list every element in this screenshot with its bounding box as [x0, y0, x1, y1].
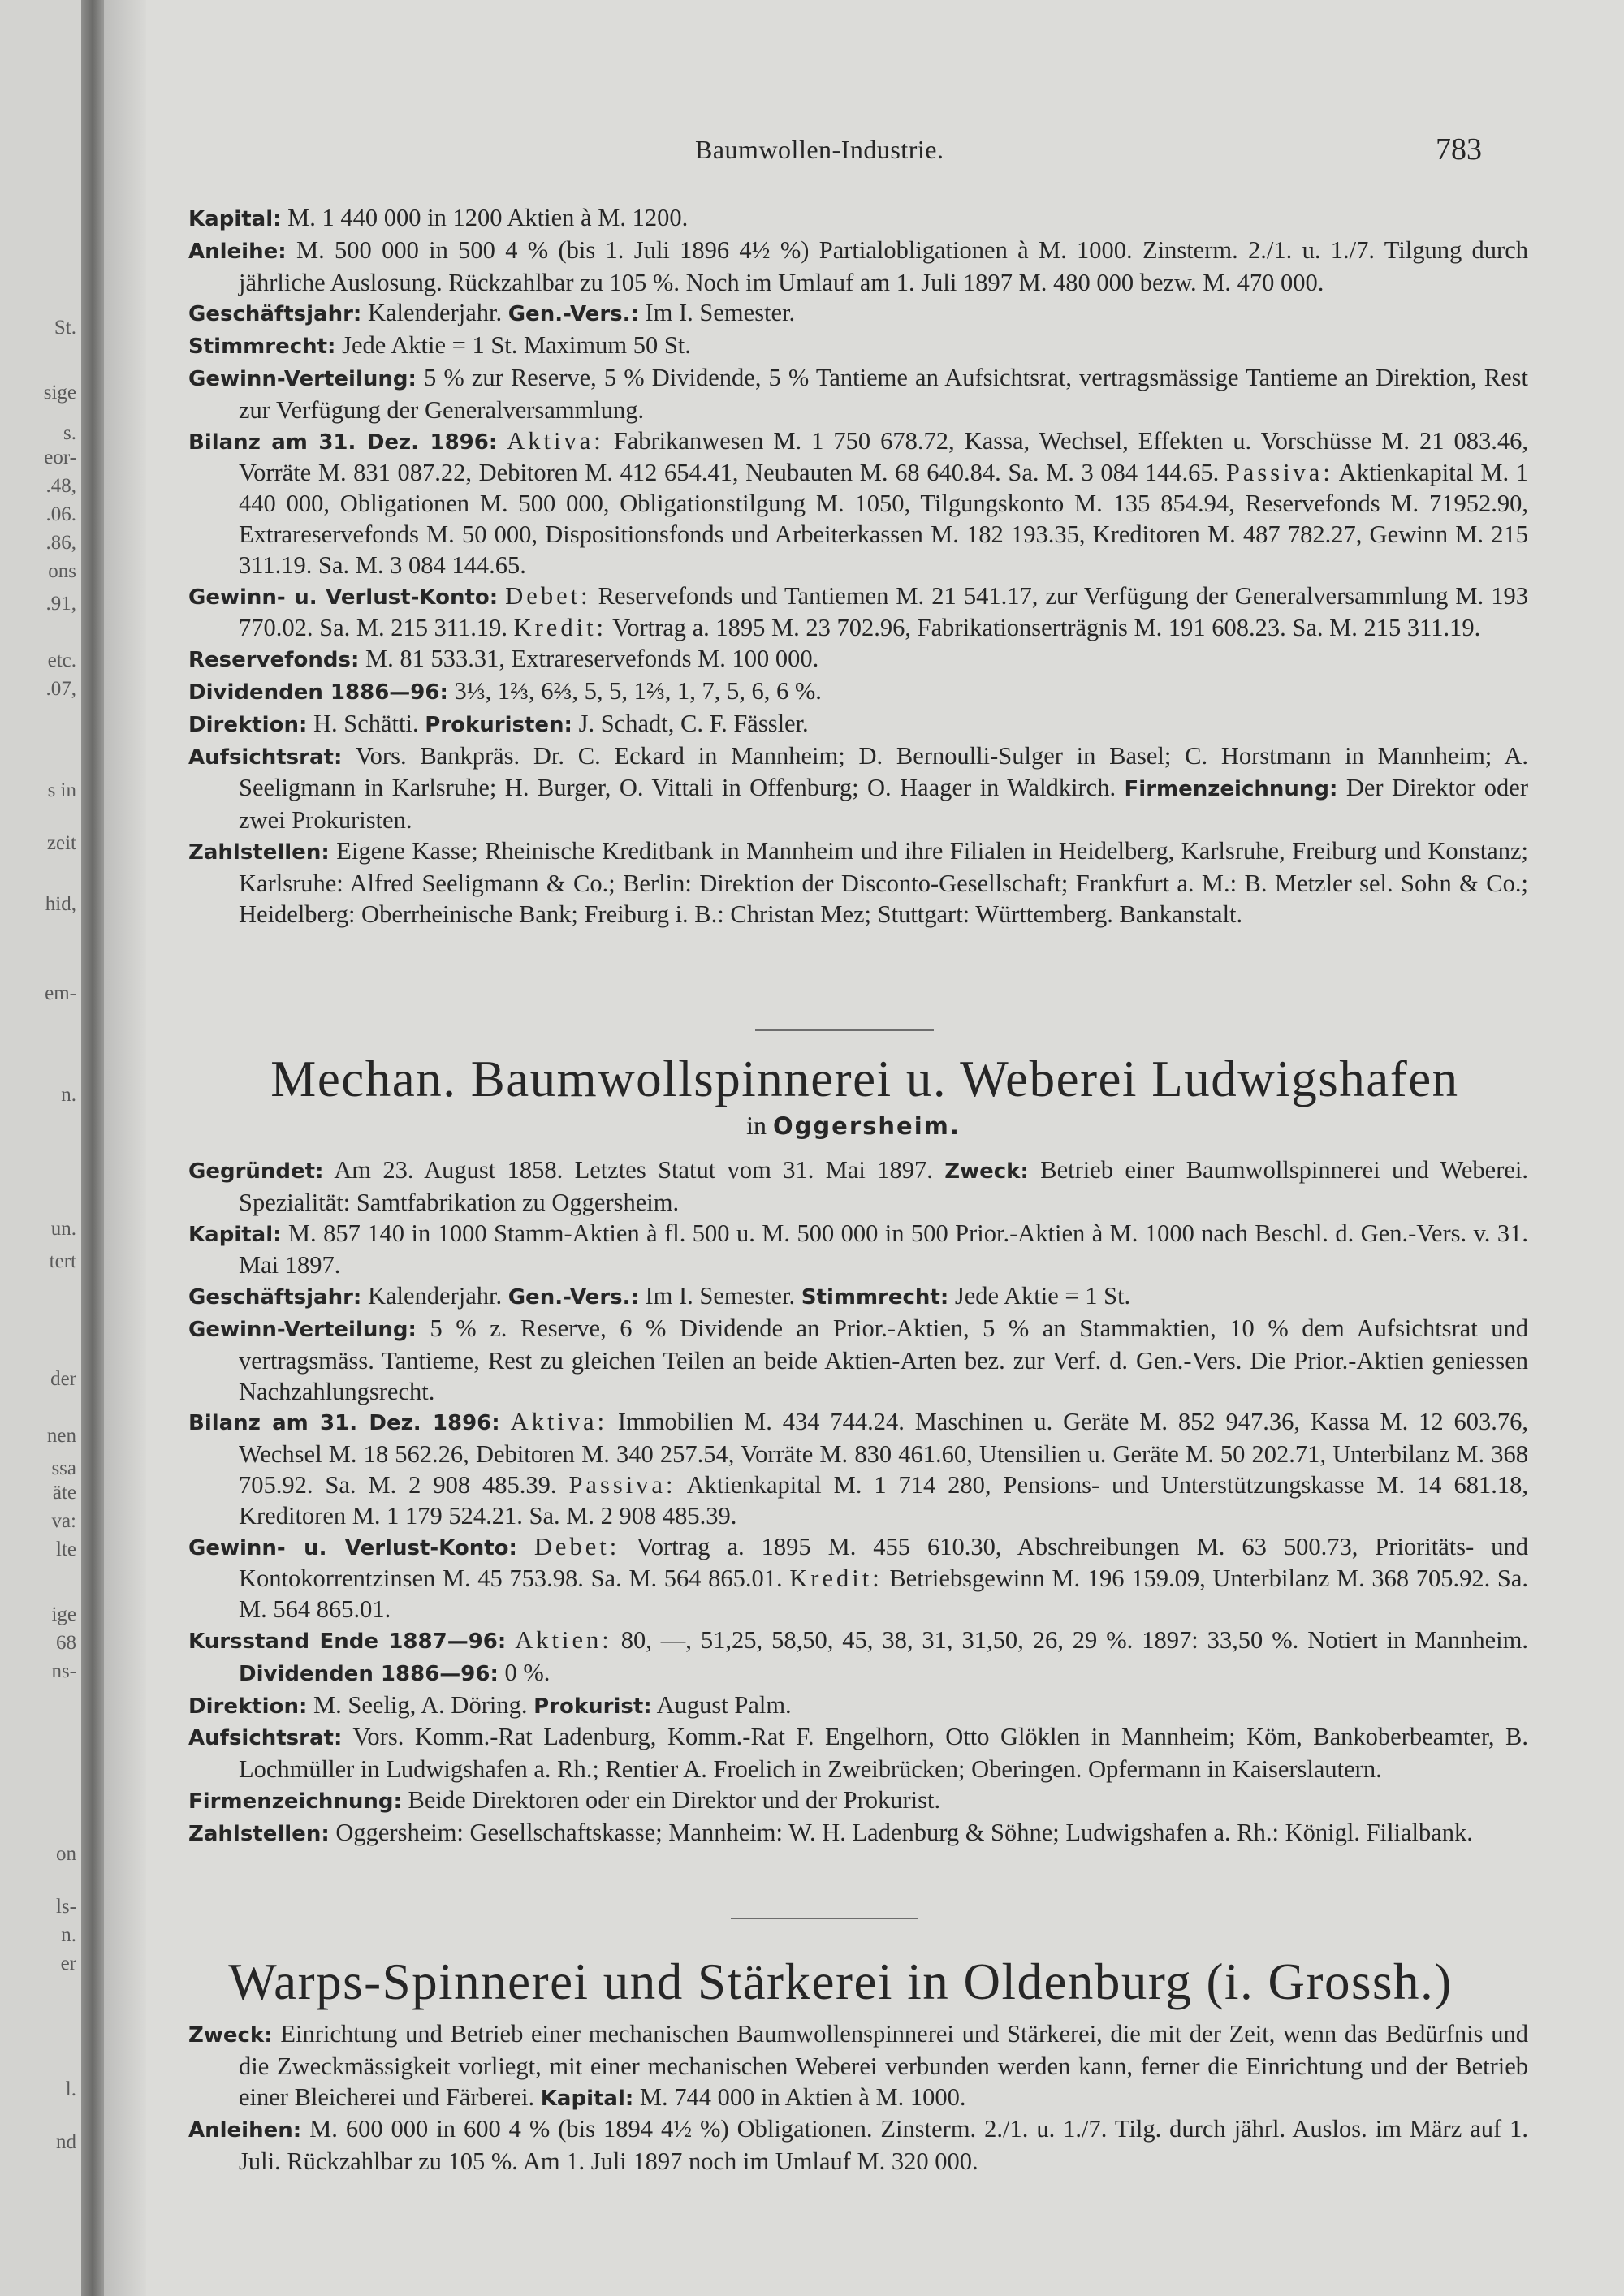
entry-label: Gewinn- u. Verlust-Konto: — [188, 1535, 517, 1560]
entry-label: Kapital: — [188, 1222, 282, 1247]
entry-label: Gen.-Vers.: — [508, 1285, 639, 1310]
entry-label: Geschäftsjahr: — [188, 302, 362, 327]
section-3-body — [188, 2019, 1528, 2177]
book-gutter — [81, 0, 104, 2296]
subtitle-prefix: in — [746, 1111, 773, 1140]
margin-fragment: .91, — [45, 593, 76, 615]
margin-fragment: nen — [46, 1425, 76, 1447]
entry-text: M. 500 000 in 500 4 % (bis 1. Juli 1896 4½ %) Partialobligationen à M. 1000. Zinsterm. 2./1. u. 1./7. Tilgung durch jährliche Auslosung. Rückzahlbar zu 105 %. Noch im Umlauf am 1. Juli 1897 M. 480 000 bezw. M. 470 000. — [239, 235, 1528, 296]
entry — [188, 741, 1528, 836]
margin-fragment: un. — [50, 1218, 76, 1240]
entry-label: Kursstand Ende 1887—96: — [188, 1629, 507, 1654]
entry-label: Zahlstellen: — [188, 839, 330, 865]
entry-label: Reservefonds: — [188, 648, 360, 673]
margin-fragment: lte — [56, 1539, 76, 1560]
margin-fragment: er — [60, 1953, 76, 1974]
entry-text: M. 1 440 000 in 1200 Aktien à M. 1200. — [281, 204, 689, 231]
entry — [188, 2114, 1528, 2177]
entry-text: Vortrag a. 1895 M. 23 702.96, Fabrikationserträgnis M. 191 608.23. Sa. M. 215 311.19. — [607, 614, 1481, 642]
entry — [188, 298, 1528, 330]
entry-text: Aktienkapital M. 1 714 280, Pensions- und Unterstützungskasse M. 14 681.18, Kreditoren M. 1 179 524.21. Sa. M. 2 908 485.39. — [239, 1470, 1528, 1530]
adjacent-page-fragment — [0, 0, 81, 2296]
entry-text: J. Schadt, C. F. Fässler. — [572, 709, 809, 737]
page-number: 783 — [1436, 132, 1482, 166]
entry — [188, 330, 1528, 363]
margin-fragment: l. — [65, 2078, 76, 2100]
entry-text: Der Direktor oder zwei Prokuristen. — [239, 774, 1528, 835]
entry-text: 80, —, 51,25, 58,50, 45, 38, 31, 31,50, 26, 29 %. 1897: 33,50 %. Notiert in Mannheim. — [611, 1625, 1528, 1654]
margin-fragment: ige — [51, 1603, 76, 1625]
entry-text: Oggersheim: Gesellschaftskasse; Mannheim: W. H. Ladenburg & Söhne; Ludwigshafen a. Rh.: Königl. Filialbank. — [329, 1818, 1473, 1846]
entry — [188, 1722, 1528, 1785]
entry-label: Firmenzeichnung: — [188, 1789, 402, 1814]
entry-text: Jede Aktie = 1 St. Maximum 50 St. — [335, 331, 691, 360]
margin-fragment: etc. — [47, 650, 76, 671]
entry-label: Aufsichtsrat: — [188, 1726, 343, 1751]
entry-label: Anleihen: — [188, 2118, 302, 2143]
margin-fragment: ns- — [51, 1660, 76, 1682]
entry — [188, 836, 1528, 930]
entry-text: 5 % z. Reserve, 6 % Dividende an Prior.-Aktien, 5 % an Stammaktien, 10 % dem Aufsichtsrat und vertragsmäss. Tantieme, Rest zu gleichen Teilen an beide Aktien-Arten bez. zur Verf. d. Gen.-Vers. Die Prior.-Aktien geniessen Nachzahlungsrecht. — [239, 1314, 1528, 1405]
margin-fragment: n. — [61, 1924, 76, 1946]
entry-lead: Aktiva: — [510, 1408, 608, 1436]
margin-fragment: eor- — [44, 447, 76, 468]
entry-label: Aufsichtsrat: — [188, 744, 343, 770]
running-title: Baumwollen-Industrie. — [695, 135, 944, 164]
entry — [188, 2019, 1528, 2114]
entry-text: Im I. Semester. — [638, 299, 796, 327]
entry-text: Aktienkapital M. 1 440 000, Obligationen M. 500 000, Obligationstilgung M. 1050, Tilgungskonto M. 135 854.94, Reservefonds M. 71952.90, Extrareservefonds M. 50 000, Dispositionsfonds und Arbeiterkassen M. 182 193.35, Kreditoren M. 487 782.27, Gewinn M. 215 311.19. Sa. M. 3 084 144.65. — [239, 459, 1528, 579]
entry-text: Vortrag a. 1895 M. 455 610.30, Abschreibungen M. 63 500.73, Prioritäts- und Kontokorrentzinsen M. 45 753.98. Sa. M. 564 865.01. — [239, 1532, 1529, 1593]
margin-fragment: hid, — [45, 893, 76, 915]
margin-fragment: on — [56, 1843, 76, 1865]
entry — [188, 1785, 1528, 1818]
entry-label: Stimmrecht: — [801, 1285, 949, 1310]
margin-fragment: ls- — [56, 1896, 76, 1918]
entry — [188, 363, 1528, 426]
margin-fragment: .07, — [45, 678, 76, 700]
margin-fragment: s. — [63, 422, 76, 444]
entry-text: Vors. Bankpräs. Dr. C. Eckard in Mannheim; D. Bernoulli-Sulger in Basel; C. Horstmann in Mannheim; A. Seeligmann in Karlsruhe; H. Burger, O. Vittali in Offenburg; O. Haager in Waldkirch. — [239, 741, 1528, 802]
entry-label: Zahlstellen: — [188, 1821, 330, 1846]
entry-label: Prokuristen: — [425, 712, 572, 737]
entry-lead: Debet: — [533, 1532, 620, 1560]
entry-text: Vors. Komm.-Rat Ladenburg, Komm.-Rat F. Engelhorn, Otto Glöklen in Mannheim; Köm, Bankoberbeamter, B. Lochmüller in Ludwigshafen a. Rh.; Rentier A. Froelich in Zweibrücken; Oberingen. Opfermann in Kaiserslautern. — [239, 1723, 1528, 1784]
entry-label: Kapital: — [540, 2086, 634, 2111]
margin-fragment: nd — [56, 2131, 76, 2153]
margin-fragment: sige — [43, 382, 76, 404]
entry-label: Dividenden 1886—96: — [239, 1661, 499, 1686]
section-divider — [731, 1918, 918, 1919]
entry-text: Jede Aktie = 1 St. — [948, 1282, 1131, 1310]
entry-lead: Passiva: — [568, 1470, 676, 1499]
entry-text: Kalenderjahr. — [361, 1282, 508, 1310]
margin-fragment: .86, — [45, 532, 76, 554]
entry-text: M. 81 533.31, Extrareservefonds M. 100 000. — [359, 645, 819, 673]
entry-label: Bilanz am 31. Dez. 1896: — [188, 1411, 500, 1436]
entry — [188, 426, 1528, 581]
entry — [188, 1281, 1528, 1314]
entry — [188, 1314, 1528, 1407]
entry-label: Zweck: — [188, 2023, 273, 2048]
entry — [188, 235, 1528, 299]
entry-text: M. 744 000 in Aktien à M. 1000. — [633, 2082, 966, 2111]
entry-label: Geschäftsjahr: — [188, 1285, 362, 1310]
entry-label: Kapital: — [188, 207, 282, 231]
entry — [188, 709, 1528, 741]
entry — [188, 676, 1528, 709]
entry — [188, 203, 1528, 235]
margin-fragment: St. — [54, 317, 76, 339]
entry-text: Betriebsgewinn M. 196 159.09, Unterbilanz M. 368 705.92. Sa. M. 564 865.01. — [239, 1564, 1529, 1624]
entry-text: Immobilien M. 434 744.24. Maschinen u. Geräte M. 852 947.36, Kassa M. 12 603.76, Wechsel M. 18 562.26, Debitoren M. 340 257.54, Vorräte M. 830 461.60, Utensilien u. Geräte M. 50 202.71, Unterbilanz M. 368 705.92. Sa. M. 2 908 485.39. — [239, 1408, 1529, 1499]
entry-text: M. 857 140 in 1000 Stamm-Aktien à fl. 500 u. M. 500 000 in 500 Prior.-Aktien à M. 1000 nach Beschl. d. Gen.-Vers. v. 31. Mai 1897. — [239, 1219, 1528, 1280]
entry — [188, 1690, 1528, 1723]
company-title-ludwigshafen: Mechan. Baumwollspinnerei u. Weberei Ludwigshafen — [270, 1051, 1459, 1107]
margin-fragment: n. — [61, 1084, 76, 1106]
entry-label: Prokurist: — [533, 1694, 652, 1719]
entry-label: Zweck: — [944, 1159, 1029, 1184]
entry-label: Bilanz am 31. Dez. 1896: — [188, 429, 498, 455]
entry-text: M. 600 000 in 600 4 % (bis 1894 4½ %) Obligationen. Zinsterm. 2./1. u. 1./7. Tilg. durch jährl. Auslos. im März auf 1. Juli. Rückzahlbar zu 105 %. Am 1. Juli 1897 noch im Umlauf M. 320 000. — [239, 2115, 1528, 2176]
margin-fragment: em- — [45, 982, 76, 1004]
entry — [188, 1407, 1528, 1531]
entry-text: Betrieb einer Baumwollspinnerei und Weberei. Spezialität: Samtfabrikation zu Oggersheim. — [239, 1156, 1528, 1216]
entry-text: M. Seelig, A. Döring. — [307, 1690, 534, 1719]
entry-label: Direktion: — [188, 1694, 308, 1719]
entry-text: Beide Direktoren oder ein Direktor und der Prokurist. — [401, 1785, 941, 1814]
margin-fragment: .06. — [45, 503, 76, 525]
margin-fragment: va: — [51, 1510, 76, 1532]
entry — [188, 1532, 1528, 1625]
entry-label: Gewinn-Verteilung: — [188, 366, 417, 391]
entry-text: Fabrikanwesen M. 1 750 678.72, Kassa, Wechsel, Effekten u. Vorschüsse M. 21 083.46, Vorräte M. 831 087.22, Debitoren M. 412 654.41, Neubauten M. 68 640.84. Sa. M. 3 084 144.65. — [239, 426, 1529, 487]
company-subtitle — [146, 1111, 1561, 1141]
entry-lead: Kredit: — [789, 1564, 883, 1593]
margin-fragment: .48, — [45, 475, 76, 497]
company-title-oldenburg: Warps-Spinnerei und Stärkerei in Oldenburg (i. Grossh.) — [228, 1953, 1453, 2010]
entry — [188, 1155, 1528, 1219]
entry-label: Anleihe: — [188, 239, 287, 264]
margin-fragment: s in — [47, 779, 76, 801]
entry-text: 5 % zur Reserve, 5 % Dividende, 5 % Tantieme an Aufsichtsrat, vertragsmässige Tantieme an Direktion, Rest zur Verfügung der Generalversammlung. — [239, 363, 1528, 424]
entry-text: H. Schätti. — [307, 709, 425, 737]
entry-label: Firmenzeichnung: — [1124, 777, 1338, 802]
entry-text: Eigene Kasse; Rheinische Kreditbank in Mannheim und ihre Filialen in Heidelberg, Karlsruhe, Freiburg und Konstanz; Karlsruhe: Alfred Seeligmann & Co.; Berlin: Direktion der Disconto-Gesellschaft; Frankfurt a. M.: B. Metzler sel. Sohn & Co.; Heidelberg: Oberrheinische Bank; Freiburg i. B.: Christan Mez; Stuttgart: Württemberg. Bankanstalt. — [239, 836, 1528, 928]
entry-label: Gewinn- u. Verlust-Konto: — [188, 585, 499, 610]
margin-fragment: 68 — [56, 1632, 76, 1654]
entry-text: 3⅓, 1⅔, 6⅔, 5, 5, 1⅔, 1, 7, 5, 6, 6 %. — [447, 676, 822, 705]
entry-label: Gen.-Vers.: — [508, 302, 639, 327]
entry-text: Im I. Semester. — [638, 1282, 801, 1310]
entry — [188, 1219, 1528, 1282]
entry-text: 0 %. — [498, 1658, 551, 1686]
document-page — [146, 0, 1624, 2296]
entry-label: Gewinn-Verteilung: — [188, 1317, 417, 1342]
margin-fragment: zeit — [46, 832, 76, 854]
entry — [188, 644, 1528, 676]
entry-text: Kalenderjahr. — [361, 299, 508, 327]
section-divider — [755, 1029, 934, 1031]
margin-fragment: tert — [49, 1250, 76, 1272]
entry-lead: Aktien: — [515, 1625, 612, 1654]
margin-fragment: der — [50, 1368, 76, 1390]
entry-text: August Palm. — [651, 1690, 792, 1719]
section-2-body — [188, 1155, 1528, 1850]
entry — [188, 1818, 1528, 1850]
gutter-shadow — [104, 0, 146, 2296]
entry-label: Stimmrecht: — [188, 334, 336, 360]
entry-lead: Kredit: — [513, 614, 607, 642]
margin-fragment: ons — [48, 560, 76, 582]
margin-fragment: äte — [52, 1482, 76, 1504]
entry — [188, 1625, 1528, 1690]
margin-fragment: ssa — [51, 1457, 76, 1479]
entry-label: Direktion: — [188, 712, 308, 737]
subtitle-place: Oggersheim. — [773, 1112, 961, 1140]
entry-text: Reservefonds und Tantiemen M. 21 541.17, zur Verfügung der Generalversammlung M. 193 770.02. Sa. M. 215 311.19. — [239, 581, 1529, 642]
entry-lead: Passiva: — [1225, 459, 1333, 487]
entry-text: Einrichtung und Betrieb einer mechanischen Baumwollenspinnerei und Stärkerei, die mit der Zeit, wenn das Bedürfnis und die Zweckmässigkeit vorliegt, mit einer mechanischen Weberei verbunden werden kann, ferner die Einrichtung und der Betrieb einer Bleicherei und Färberei. — [239, 2020, 1528, 2111]
entry-lead: Debet: — [505, 581, 591, 610]
section-1-body — [188, 203, 1528, 930]
entry-text: Am 23. August 1858. Letztes Statut vom 31. Mai 1897. — [323, 1156, 945, 1184]
entry-lead: Aktiva: — [507, 426, 604, 455]
entry — [188, 581, 1528, 645]
entry-label: Dividenden 1886—96: — [188, 680, 448, 705]
entry-label: Gegründet: — [188, 1159, 324, 1184]
